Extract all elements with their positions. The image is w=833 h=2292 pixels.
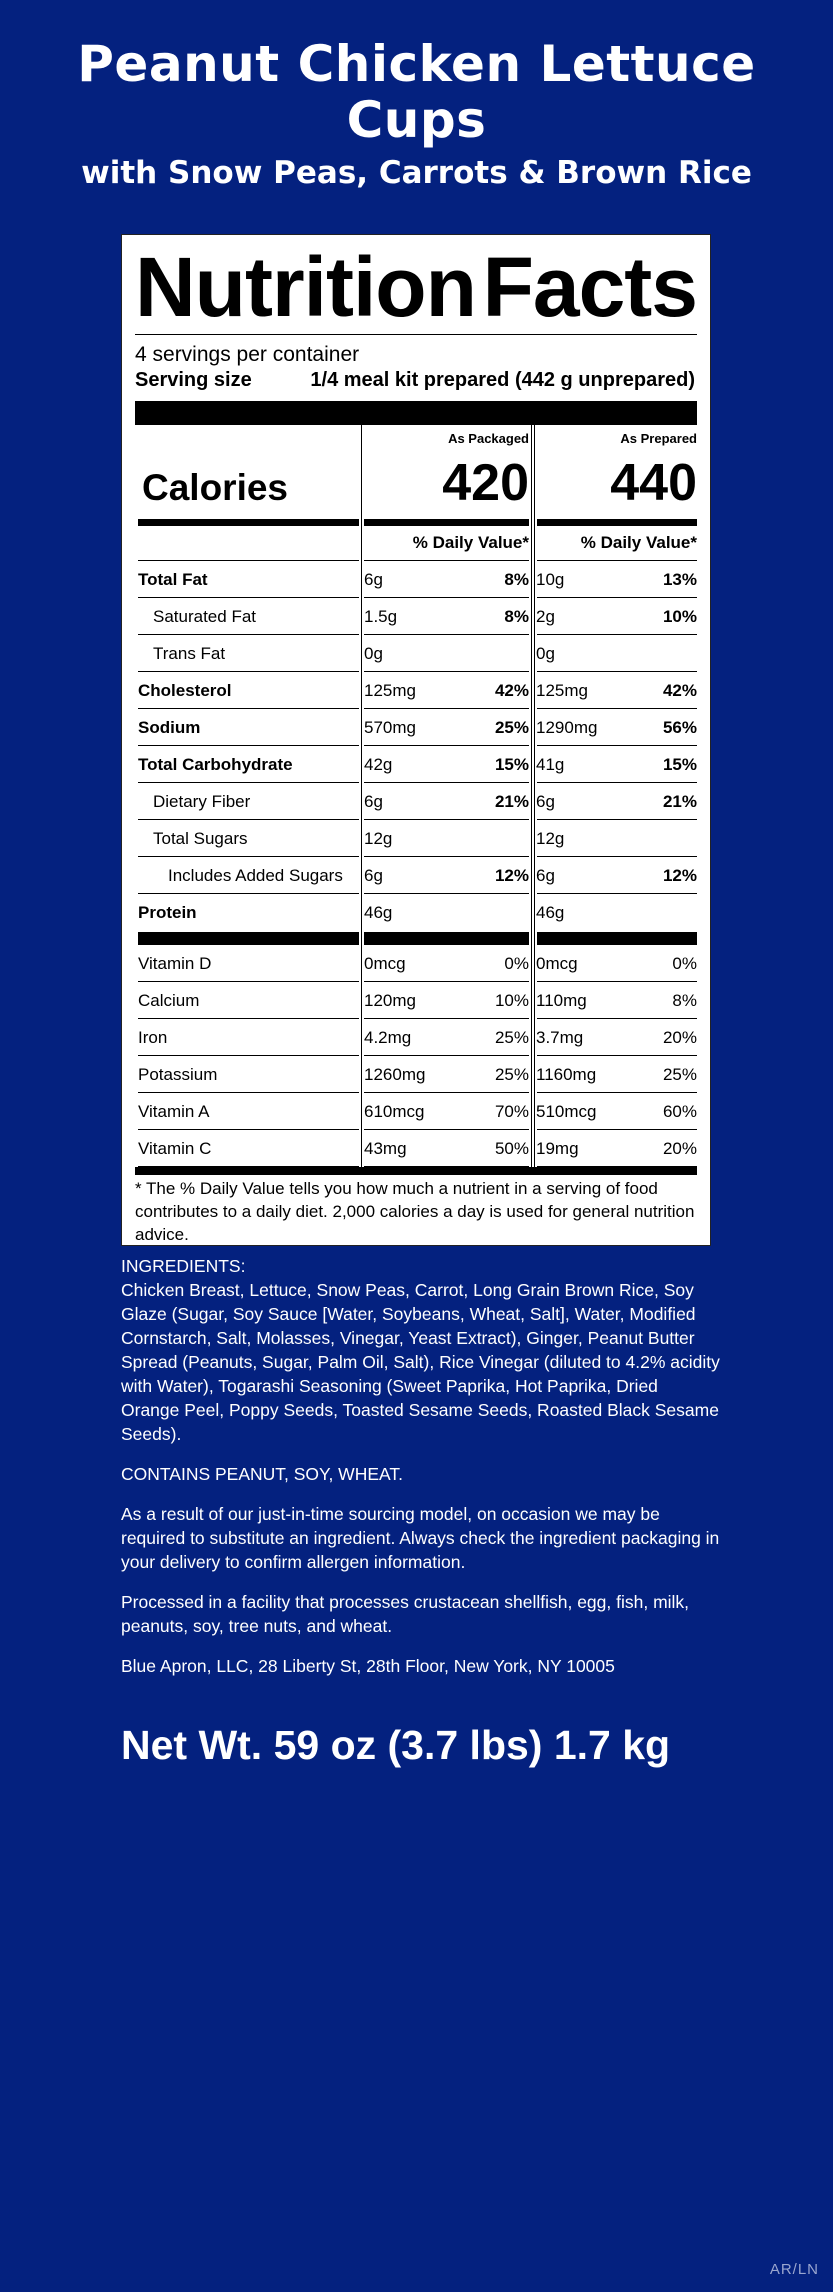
as-packaged-header: As Packaged — [448, 431, 529, 446]
amount-as-prepared: 1160mg — [536, 1065, 597, 1084]
ingredients-section — [121, 1254, 721, 1694]
nutrient-label: Total Carbohydrate — [138, 755, 293, 774]
nutrient-row — [122, 894, 712, 931]
nutrient-label: Total Sugars — [153, 829, 248, 848]
nutrient-label: Vitamin C — [138, 1139, 212, 1158]
amount-as-prepared: 6g — [536, 792, 555, 811]
nutrient-row — [122, 598, 712, 635]
amount-as-packaged: 42g — [364, 755, 393, 774]
vitamin-row — [122, 1019, 712, 1056]
nutrient-label: Vitamin A — [138, 1102, 210, 1121]
daily-value-as-prepared: 15% — [662, 755, 697, 774]
divider-medium — [138, 519, 359, 526]
daily-value-as-packaged: 42% — [494, 681, 529, 700]
daily-value-as-prepared: 8% — [672, 991, 697, 1010]
facility-statement: Processed in a facility that processes crustacean shellfish, egg, fish, milk, peanuts, soy, tree nuts, and wheat. — [121, 1592, 690, 1636]
amount-as-packaged: 120mg — [364, 991, 416, 1010]
daily-value-as-prepared: 60% — [662, 1102, 697, 1121]
calories-label: Calories — [142, 467, 289, 508]
serving-size-label: Serving size — [135, 369, 252, 391]
vitamin-row — [122, 1056, 712, 1093]
nutrient-label: Cholesterol — [138, 681, 232, 700]
nutrient-label: Potassium — [138, 1065, 218, 1084]
divider-thin — [135, 334, 697, 335]
amount-as-packaged: 125mg — [364, 681, 416, 700]
divider-medium — [537, 519, 697, 526]
amount-as-prepared: 19mg — [536, 1139, 579, 1158]
allergen-statement: CONTAINS PEANUT, SOY, WHEAT. — [121, 1464, 403, 1484]
nutrient-row — [122, 635, 712, 672]
vitamin-row — [122, 1130, 712, 1167]
daily-value-as-packaged: 21% — [494, 792, 529, 811]
nutrient-row — [122, 857, 712, 894]
amount-as-prepared: 46g — [536, 903, 565, 922]
vitamin-row — [122, 1093, 712, 1130]
amount-as-prepared: 12g — [536, 829, 565, 848]
amount-as-prepared: 0g — [536, 644, 555, 663]
daily-value-as-prepared: 21% — [662, 792, 697, 811]
daily-value-as-packaged: 10% — [494, 991, 529, 1010]
nutrient-label: Total Fat — [138, 570, 208, 589]
nutrition-facts-heading — [135, 240, 697, 334]
ingredients-heading: INGREDIENTS: — [121, 1256, 246, 1276]
amount-as-packaged: 6g — [364, 792, 383, 811]
substitution-note: As a result of our just-in-time sourcing model, on occasion we may be required to substitute an ingredient. Always check the ingredient packaging in your delivery to confirm allergen information. — [121, 1504, 720, 1572]
amount-as-prepared: 6g — [536, 866, 555, 885]
heading-word-nutrition: Nutrition — [135, 240, 476, 334]
daily-value-as-packaged: 0% — [504, 954, 529, 973]
amount-as-prepared: 1290mg — [536, 718, 598, 737]
divider-footnote — [135, 1167, 697, 1175]
daily-value-as-packaged: 25% — [494, 718, 529, 737]
amount-as-packaged: 46g — [364, 903, 393, 922]
amount-as-prepared: 510mcg — [536, 1102, 597, 1121]
daily-value-as-prepared: 10% — [662, 607, 697, 626]
net-weight: Net Wt. 59 oz (3.7 lbs) 1.7 kg — [121, 1722, 671, 1768]
nutrient-label: Iron — [138, 1028, 168, 1047]
amount-as-packaged: 6g — [364, 570, 383, 589]
amount-as-prepared: 10g — [536, 570, 565, 589]
daily-value-as-packaged: 12% — [494, 866, 529, 885]
servings-per-container: 4 servings per container — [135, 343, 360, 366]
daily-value-as-packaged: 50% — [494, 1139, 529, 1158]
nutrient-row — [122, 746, 712, 783]
company-address: Blue Apron, LLC, 28 Liberty St, 28th Floor, New York, NY 10005 — [121, 1656, 615, 1676]
amount-as-packaged: 0g — [364, 644, 383, 663]
nutrient-label: Protein — [138, 903, 197, 922]
nutrient-label: Dietary Fiber — [153, 792, 251, 811]
daily-value-as-prepared: 20% — [662, 1028, 697, 1047]
divider-medium — [364, 519, 529, 526]
daily-value-footnote: * The % Daily Value tells you how much a nutrient in a serving of food contributes to a daily diet. 2,000 calories a day is used for general nutrition advice. — [135, 1179, 695, 1244]
ingredients-list: Chicken Breast, Lettuce, Snow Peas, Carrot, Long Grain Brown Rice, Soy Glaze (Sugar, Soy Sauce [Water, Soybeans, Wheat, Salt], Water, Modified Cornstarch, Salt, Molasses, Vinegar, Yeast Extract), Ginger, Peanut Butter Spread (Peanuts, Sugar, Palm Oil, Salt), Rice Vinegar (diluted to 4.2% acidity with Water), Togarashi Seasoning (Sweet Paprika, Hot Paprika, Dried Orange Peel, Poppy Seeds, Toasted Sesame Seeds, Roasted Black Sesame Seeds). — [121, 1280, 720, 1444]
nutrient-row — [122, 709, 712, 746]
amount-as-packaged: 6g — [364, 866, 383, 885]
amount-as-packaged: 4.2mg — [364, 1028, 412, 1047]
amount-as-prepared: 0mcg — [536, 954, 578, 973]
nutrient-label: Sodium — [138, 718, 201, 737]
amount-as-packaged: 12g — [364, 829, 393, 848]
amount-as-prepared: 125mg — [536, 681, 588, 700]
daily-value-as-prepared: 20% — [662, 1139, 697, 1158]
amount-as-packaged: 1260mg — [364, 1065, 426, 1084]
daily-value-as-packaged: 70% — [494, 1102, 529, 1121]
nutrition-facts-panel — [121, 234, 711, 1246]
amount-as-packaged: 610mcg — [364, 1102, 425, 1121]
heading-word-facts: Facts — [482, 240, 697, 334]
amount-as-packaged: 0mcg — [364, 954, 406, 973]
amount-as-packaged: 43mg — [364, 1139, 407, 1158]
daily-value-as-packaged: 15% — [494, 755, 529, 774]
amount-as-packaged: 1.5g — [364, 607, 398, 626]
nutrient-row — [122, 672, 712, 709]
nutrient-label: Trans Fat — [153, 644, 226, 663]
daily-value-as-prepared: 25% — [662, 1065, 697, 1084]
calories-as-packaged: 420 — [442, 454, 529, 512]
divider-thick — [135, 401, 697, 425]
daily-value-as-prepared: 0% — [672, 954, 697, 973]
daily-value-as-packaged: 25% — [494, 1028, 529, 1047]
amount-as-prepared: 3.7mg — [536, 1028, 584, 1047]
nutrient-label: Vitamin D — [138, 954, 212, 973]
daily-value-header-packaged: % Daily Value* — [412, 533, 529, 552]
divider-thick-vitamins — [364, 932, 529, 945]
product-subtitle: with Snow Peas, Carrots & Brown Rice — [81, 155, 752, 191]
divider-thick-vitamins — [138, 932, 359, 945]
as-prepared-header: As Prepared — [620, 431, 697, 446]
amount-as-prepared: 41g — [536, 755, 565, 774]
serving-size-value: 1/4 meal kit prepared (442 g unprepared) — [310, 369, 695, 391]
nutrient-row — [122, 820, 712, 857]
daily-value-as-prepared: 13% — [662, 570, 697, 589]
calories-as-prepared: 440 — [610, 454, 697, 512]
amount-as-packaged: 570mg — [364, 718, 416, 737]
vitamin-row — [122, 945, 712, 982]
amount-as-prepared: 110mg — [536, 991, 587, 1010]
product-title: Peanut Chicken Lettuce Cups — [77, 35, 756, 149]
corner-mark: AR/LN — [769, 2261, 819, 2278]
nutrient-row — [122, 561, 712, 598]
divider-thick-vitamins — [537, 932, 697, 945]
nutrient-label: Calcium — [138, 991, 200, 1010]
vitamin-row — [122, 982, 712, 1019]
daily-value-as-prepared: 12% — [662, 866, 697, 885]
daily-value-as-prepared: 42% — [662, 681, 697, 700]
nutrient-label: Saturated Fat — [153, 607, 257, 626]
daily-value-as-packaged: 8% — [504, 607, 529, 626]
amount-as-prepared: 2g — [536, 607, 555, 626]
daily-value-as-packaged: 25% — [494, 1065, 529, 1084]
nutrient-label: Includes Added Sugars — [168, 866, 343, 885]
nutrient-row — [122, 783, 712, 820]
daily-value-as-packaged: 8% — [504, 570, 529, 589]
daily-value-header-prepared: % Daily Value* — [580, 533, 697, 552]
daily-value-as-prepared: 56% — [662, 718, 697, 737]
